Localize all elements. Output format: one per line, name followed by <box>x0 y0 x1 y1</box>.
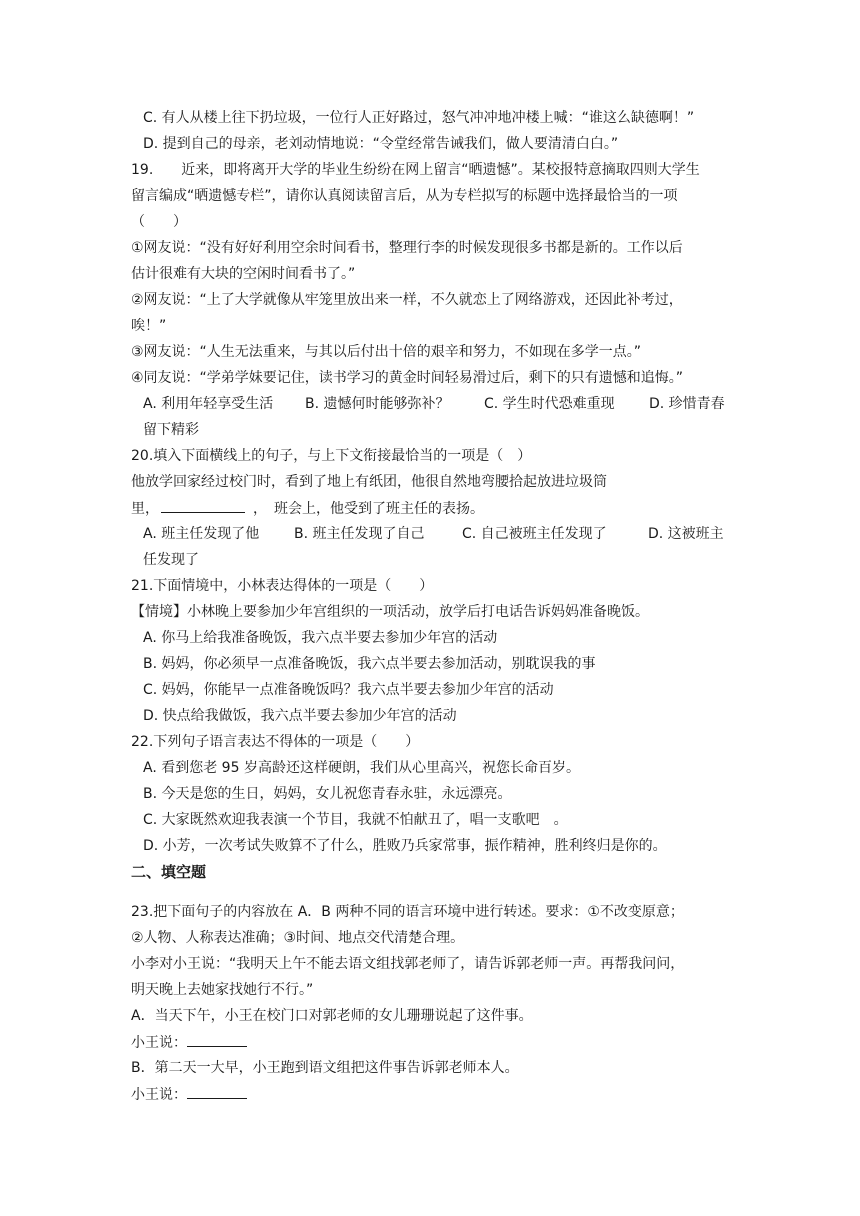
q20-text-line-2-end: ， 班会上，他受到了班主任的表扬。 <box>253 501 484 517</box>
q23-answer-b-row <box>131 1084 247 1105</box>
q21-option-a: A. 你马上给我准备晚饭，我六点半要去参加少年宫的活动 <box>143 630 498 646</box>
q20-text-line-2-start: 里， <box>131 501 159 517</box>
q23-answer-a-row <box>131 1032 247 1053</box>
q19-comment-3: ③网友说：“人生无法重来，与其以后付出十倍的艰辛和努力，不如现在多学一点。” <box>131 344 642 360</box>
q23-stem-line-2: ②人物、人称表达准确；③时间、地点交代清楚合理。 <box>131 930 465 946</box>
q19-option-d-cont: 留下精彩 <box>143 422 199 438</box>
q20-option-a: A. 班主任发现了他 <box>143 526 260 542</box>
q19-comment-2b: 唉！” <box>131 318 167 334</box>
q20-option-c: C. 自己被班主任发现了 <box>462 526 607 542</box>
q19-stem-line-2: 留言编成“晒遗憾专栏”，请你认真阅读留言后，从为专栏拟写的标题中选择最恰当的一项 <box>131 188 678 204</box>
q21-context: 【情境】小林晚上要参加少年宫组织的一项活动，放学后打电话告诉妈妈准备晚饭。 <box>131 604 649 620</box>
q22-option-c: C. 大家既然欢迎我表演一个节目，我就不怕献丑了，唱一支歌吧 。 <box>143 812 568 828</box>
q20-option-b: B. 班主任发现了自己 <box>294 526 425 542</box>
q19-option-c: C. 学生时代恐难重现 <box>484 396 615 412</box>
q19-comment-1a: ①网友说：“没有好好利用空余时间看书，整理行李的时候发现很多书都是新的。工作以后 <box>131 240 683 256</box>
section-heading-fill-in: 二、填空题 <box>131 863 207 881</box>
q20-option-d-cont: 任发现了 <box>143 552 199 568</box>
q19-option-d: D. 珍惜青春 <box>649 396 725 412</box>
q23-context-a: A．当天下午，小王在校门口对郭老师的女儿珊珊说起了这件事。 <box>131 1008 533 1024</box>
q19-comment-1b: 估计很难有大块的空闲时间看书了。” <box>131 266 356 282</box>
q23-answer-b-blank[interactable] <box>187 1084 247 1099</box>
q18-option-c: C. 有人从楼上往下扔垃圾，一位行人正好路过，怒气冲冲地冲楼上喊：“谁这么缺德啊！” <box>143 110 695 126</box>
q19-option-b: B. 遗憾何时能够弥补？ <box>305 396 450 412</box>
q19-stem-line-3: （ ） <box>131 214 187 230</box>
q18-option-d: D. 提到自己的母亲，老刘动情地说：“令堂经常告诫我们，做人要清清白白。” <box>143 136 619 152</box>
q22-option-d: D. 小芳，一次考试失败算不了什么，胜败乃兵家常事，振作精神，胜利终归是你的。 <box>143 838 667 854</box>
q20-answer-blank[interactable] <box>161 498 245 513</box>
q23-stem-line-1: 23.把下面句子的内容放在 A．B 两种不同的语言环境中进行转述。要求：①不改变原意； <box>131 904 684 920</box>
q23-quote-line-1: 小李对小王说：“我明天上午不能去语文组找郭老师了，请告诉郭老师一声。再帮我问问， <box>131 956 685 972</box>
q19-stem-line-1: 19. 近来，即将离开大学的毕业生纷纷在网上留言“晒遗憾”。某校报特意摘取四则大学生 <box>131 162 700 178</box>
q19-comment-4: ④同友说：“学弟学妹要记住，读书学习的黄金时间轻易滑过后，剩下的只有遗憾和追悔。” <box>131 370 684 386</box>
q21-stem: 21.下面情境中，小林表达得体的一项是（ ） <box>131 578 434 594</box>
q21-option-b: B. 妈妈，你必须早一点准备晚饭，我六点半要去参加活动，别耽误我的事 <box>143 656 596 672</box>
q20-text-line-2 <box>131 498 484 519</box>
q22-stem: 22.下列句子语言表达不得体的一项是（ ） <box>131 734 420 750</box>
q20-stem: 20.填入下面横线上的句子，与上下文衔接最恰当的一项是（ ） <box>131 448 532 464</box>
q19-comment-2a: ②网友说：“上了大学就像从牢笼里放出来一样，不久就恋上了网络游戏，还因此补考过， <box>131 292 683 308</box>
q22-option-a: A. 看到您老 95 岁高龄还这样硬朗，我们从心里高兴，祝您长命百岁。 <box>143 760 580 776</box>
q23-answer-a-blank[interactable] <box>187 1032 247 1047</box>
q20-option-d: D. 这被班主 <box>648 526 724 542</box>
q20-text-line-1: 他放学回家经过校门时，看到了地上有纸团，他很自然地弯腰拾起放进垃圾筒 <box>131 474 607 490</box>
q23-answer-b-label: 小王说： <box>131 1087 187 1103</box>
q23-quote-line-2: 明天晚上去她家找她行不行。” <box>131 982 314 998</box>
q19-option-a: A. 利用年轻享受生活 <box>143 396 274 412</box>
q21-option-c: C. 妈妈，你能早一点准备晚饭吗？我六点半要去参加少年宫的活动 <box>143 682 554 698</box>
q21-option-d: D. 快点给我做饭，我六点半要去参加少年宫的活动 <box>143 708 457 724</box>
q22-option-b: B. 今天是您的生日，妈妈，女儿祝您青春永驻，永远漂亮。 <box>143 786 512 802</box>
q23-context-b: B．第二天一大早，小王跑到语文组把这件事告诉郭老师本人。 <box>131 1060 519 1076</box>
q23-answer-a-label: 小王说： <box>131 1035 187 1051</box>
